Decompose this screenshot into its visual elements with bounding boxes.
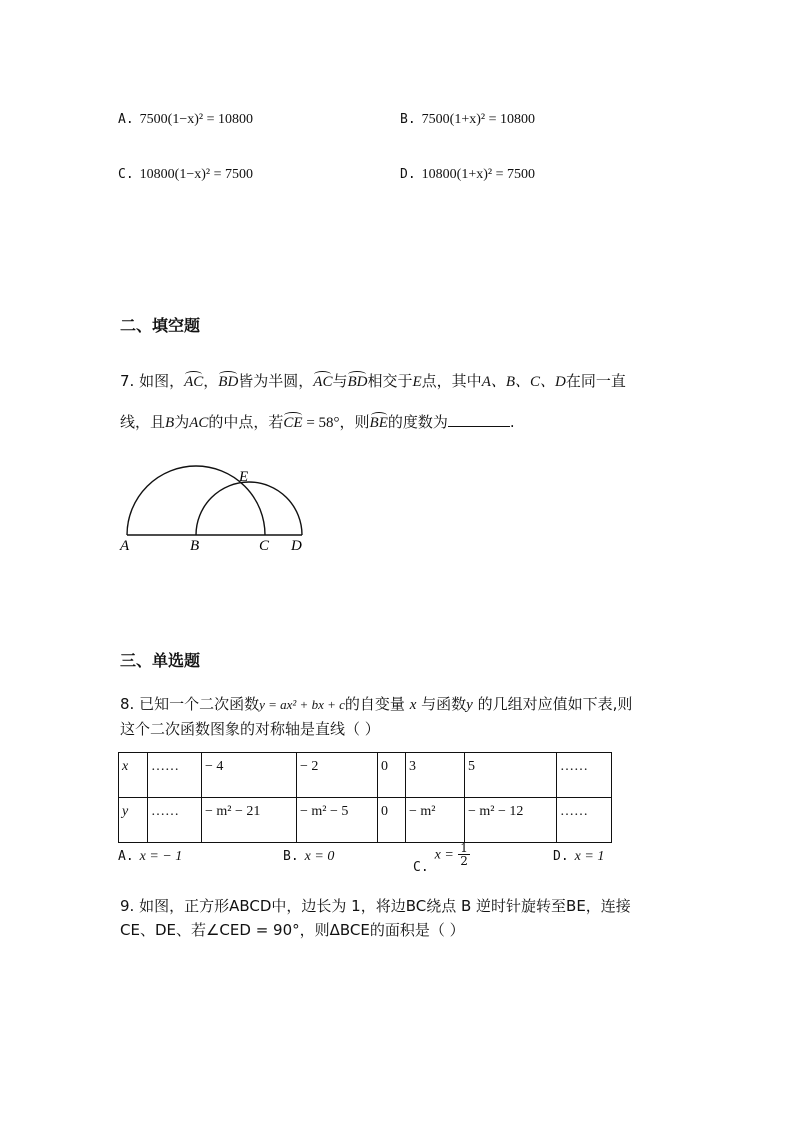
q8-line-1 bbox=[120, 693, 632, 714]
option-expression: 10800(1−x)² = 7500 bbox=[139, 167, 253, 182]
label-a: A bbox=[120, 538, 130, 554]
option-label: B. bbox=[283, 849, 299, 864]
option-expression: x = − 1 bbox=[139, 849, 183, 864]
q8-line-2: 这个二次函数图象的对称轴是直线（ ） bbox=[120, 720, 380, 738]
option-label: C. bbox=[118, 167, 134, 182]
section-heading-single-choice: 三、单选题 bbox=[120, 651, 201, 670]
section-heading-fill-in: 二、填空题 bbox=[120, 316, 201, 335]
option-expression: x = 0 bbox=[304, 849, 335, 864]
label-b: B bbox=[190, 538, 200, 554]
fraction bbox=[458, 842, 470, 867]
q7-text: 与 bbox=[332, 372, 348, 390]
arc-ac-symbol: AC bbox=[313, 374, 333, 390]
option-label: D. bbox=[553, 849, 569, 864]
table-cell: − m² − 21 bbox=[202, 798, 297, 843]
points-list: A、B、C、D bbox=[481, 374, 566, 390]
q7-line-2 bbox=[120, 411, 515, 432]
option-expression: 7500(1+x)² = 10800 bbox=[421, 112, 535, 127]
arc-bd-symbol: BD bbox=[347, 374, 368, 390]
q7-text: 相交于 bbox=[367, 372, 413, 390]
q8-option-b bbox=[283, 848, 334, 865]
q9-line-2: CE、DE、若∠CED = 90°，则ΔBCE的面积是（ ） bbox=[120, 921, 465, 939]
option-expression: x = bbox=[434, 847, 454, 863]
q7-text: 线，且 bbox=[120, 413, 166, 431]
value-table bbox=[118, 752, 612, 843]
fraction-numerator: 1 bbox=[460, 841, 468, 855]
point-b: B bbox=[165, 415, 175, 431]
option-expression: x = 1 bbox=[574, 849, 605, 864]
q7-text: 的度数为 bbox=[387, 413, 448, 431]
q7-text: 皆为半圆， bbox=[238, 372, 314, 390]
label-d: D bbox=[291, 538, 302, 554]
table-cell: − m² bbox=[406, 798, 465, 843]
q8-text: 与函数 bbox=[421, 695, 467, 713]
option-label: C. bbox=[413, 859, 429, 875]
quadratic-function: y = ax² + bx + c bbox=[259, 697, 345, 712]
table-cell: x bbox=[119, 753, 148, 798]
table-cell: y bbox=[119, 798, 148, 843]
q7-text: 在同一直 bbox=[565, 372, 626, 390]
q6-option-b bbox=[400, 111, 535, 128]
q8-text: 的几组对应值如下表,则 bbox=[477, 695, 633, 713]
var-x: x bbox=[409, 697, 417, 713]
q8-option-c bbox=[413, 841, 470, 875]
semicircles-figure bbox=[110, 460, 320, 560]
q7-text: 为 bbox=[174, 413, 190, 431]
option-label: A. bbox=[118, 849, 134, 864]
q8-text: 8. 已知一个二次函数 bbox=[120, 695, 260, 713]
table-cell: − m² − 5 bbox=[297, 798, 378, 843]
table-cell: …… bbox=[557, 798, 612, 843]
option-label: A. bbox=[118, 112, 134, 127]
table-cell: …… bbox=[148, 753, 202, 798]
q8-text: 的自变量 bbox=[344, 695, 405, 713]
label-e: E bbox=[239, 469, 249, 485]
var-y: y bbox=[466, 697, 473, 713]
table-cell: − 4 bbox=[202, 753, 297, 798]
table-row bbox=[119, 753, 612, 798]
segment-ac: AC bbox=[189, 415, 209, 431]
answer-blank[interactable] bbox=[448, 412, 510, 427]
fraction-denominator: 2 bbox=[460, 854, 468, 868]
arc-ce-symbol: CE bbox=[283, 415, 303, 431]
point-e: E bbox=[412, 374, 422, 390]
q8-option-a bbox=[118, 848, 182, 865]
q7-line-1 bbox=[120, 370, 626, 391]
q7-end: . bbox=[509, 413, 515, 431]
q9-line-1: 9. 如图，正方形ABCD中，边长为 1，将边BC绕点 B 逆时针旋转至BE，连接 bbox=[120, 897, 631, 915]
angle-value: = 58° bbox=[302, 415, 340, 431]
table-cell: …… bbox=[557, 753, 612, 798]
arc-be-symbol: BE bbox=[369, 415, 388, 431]
table-cell: − 2 bbox=[297, 753, 378, 798]
q7-text: 的中点，若 bbox=[208, 413, 284, 431]
q7-text: ，则 bbox=[339, 413, 370, 431]
option-expression: 7500(1−x)² = 10800 bbox=[139, 112, 253, 127]
table-row bbox=[119, 798, 612, 843]
q8-option-d bbox=[553, 848, 604, 865]
table-cell: …… bbox=[148, 798, 202, 843]
table-cell: 3 bbox=[406, 753, 465, 798]
q7-text: 点，其中 bbox=[421, 372, 482, 390]
label-c: C bbox=[259, 538, 270, 554]
q6-option-c bbox=[118, 166, 253, 183]
table-cell: 0 bbox=[378, 798, 406, 843]
arc-ac-symbol: AC bbox=[184, 374, 204, 390]
table-cell: 5 bbox=[465, 753, 557, 798]
q7-prefix: 7. 如图， bbox=[120, 372, 185, 390]
option-expression: 10800(1+x)² = 7500 bbox=[421, 167, 535, 182]
option-label: B. bbox=[400, 112, 416, 127]
table-cell: − m² − 12 bbox=[465, 798, 557, 843]
option-label: D. bbox=[400, 167, 416, 182]
q6-option-d bbox=[400, 166, 535, 183]
arc-bd-symbol: BD bbox=[218, 374, 239, 390]
q7-sep: ， bbox=[203, 372, 219, 390]
table-cell: 0 bbox=[378, 753, 406, 798]
q6-option-a bbox=[118, 111, 253, 128]
